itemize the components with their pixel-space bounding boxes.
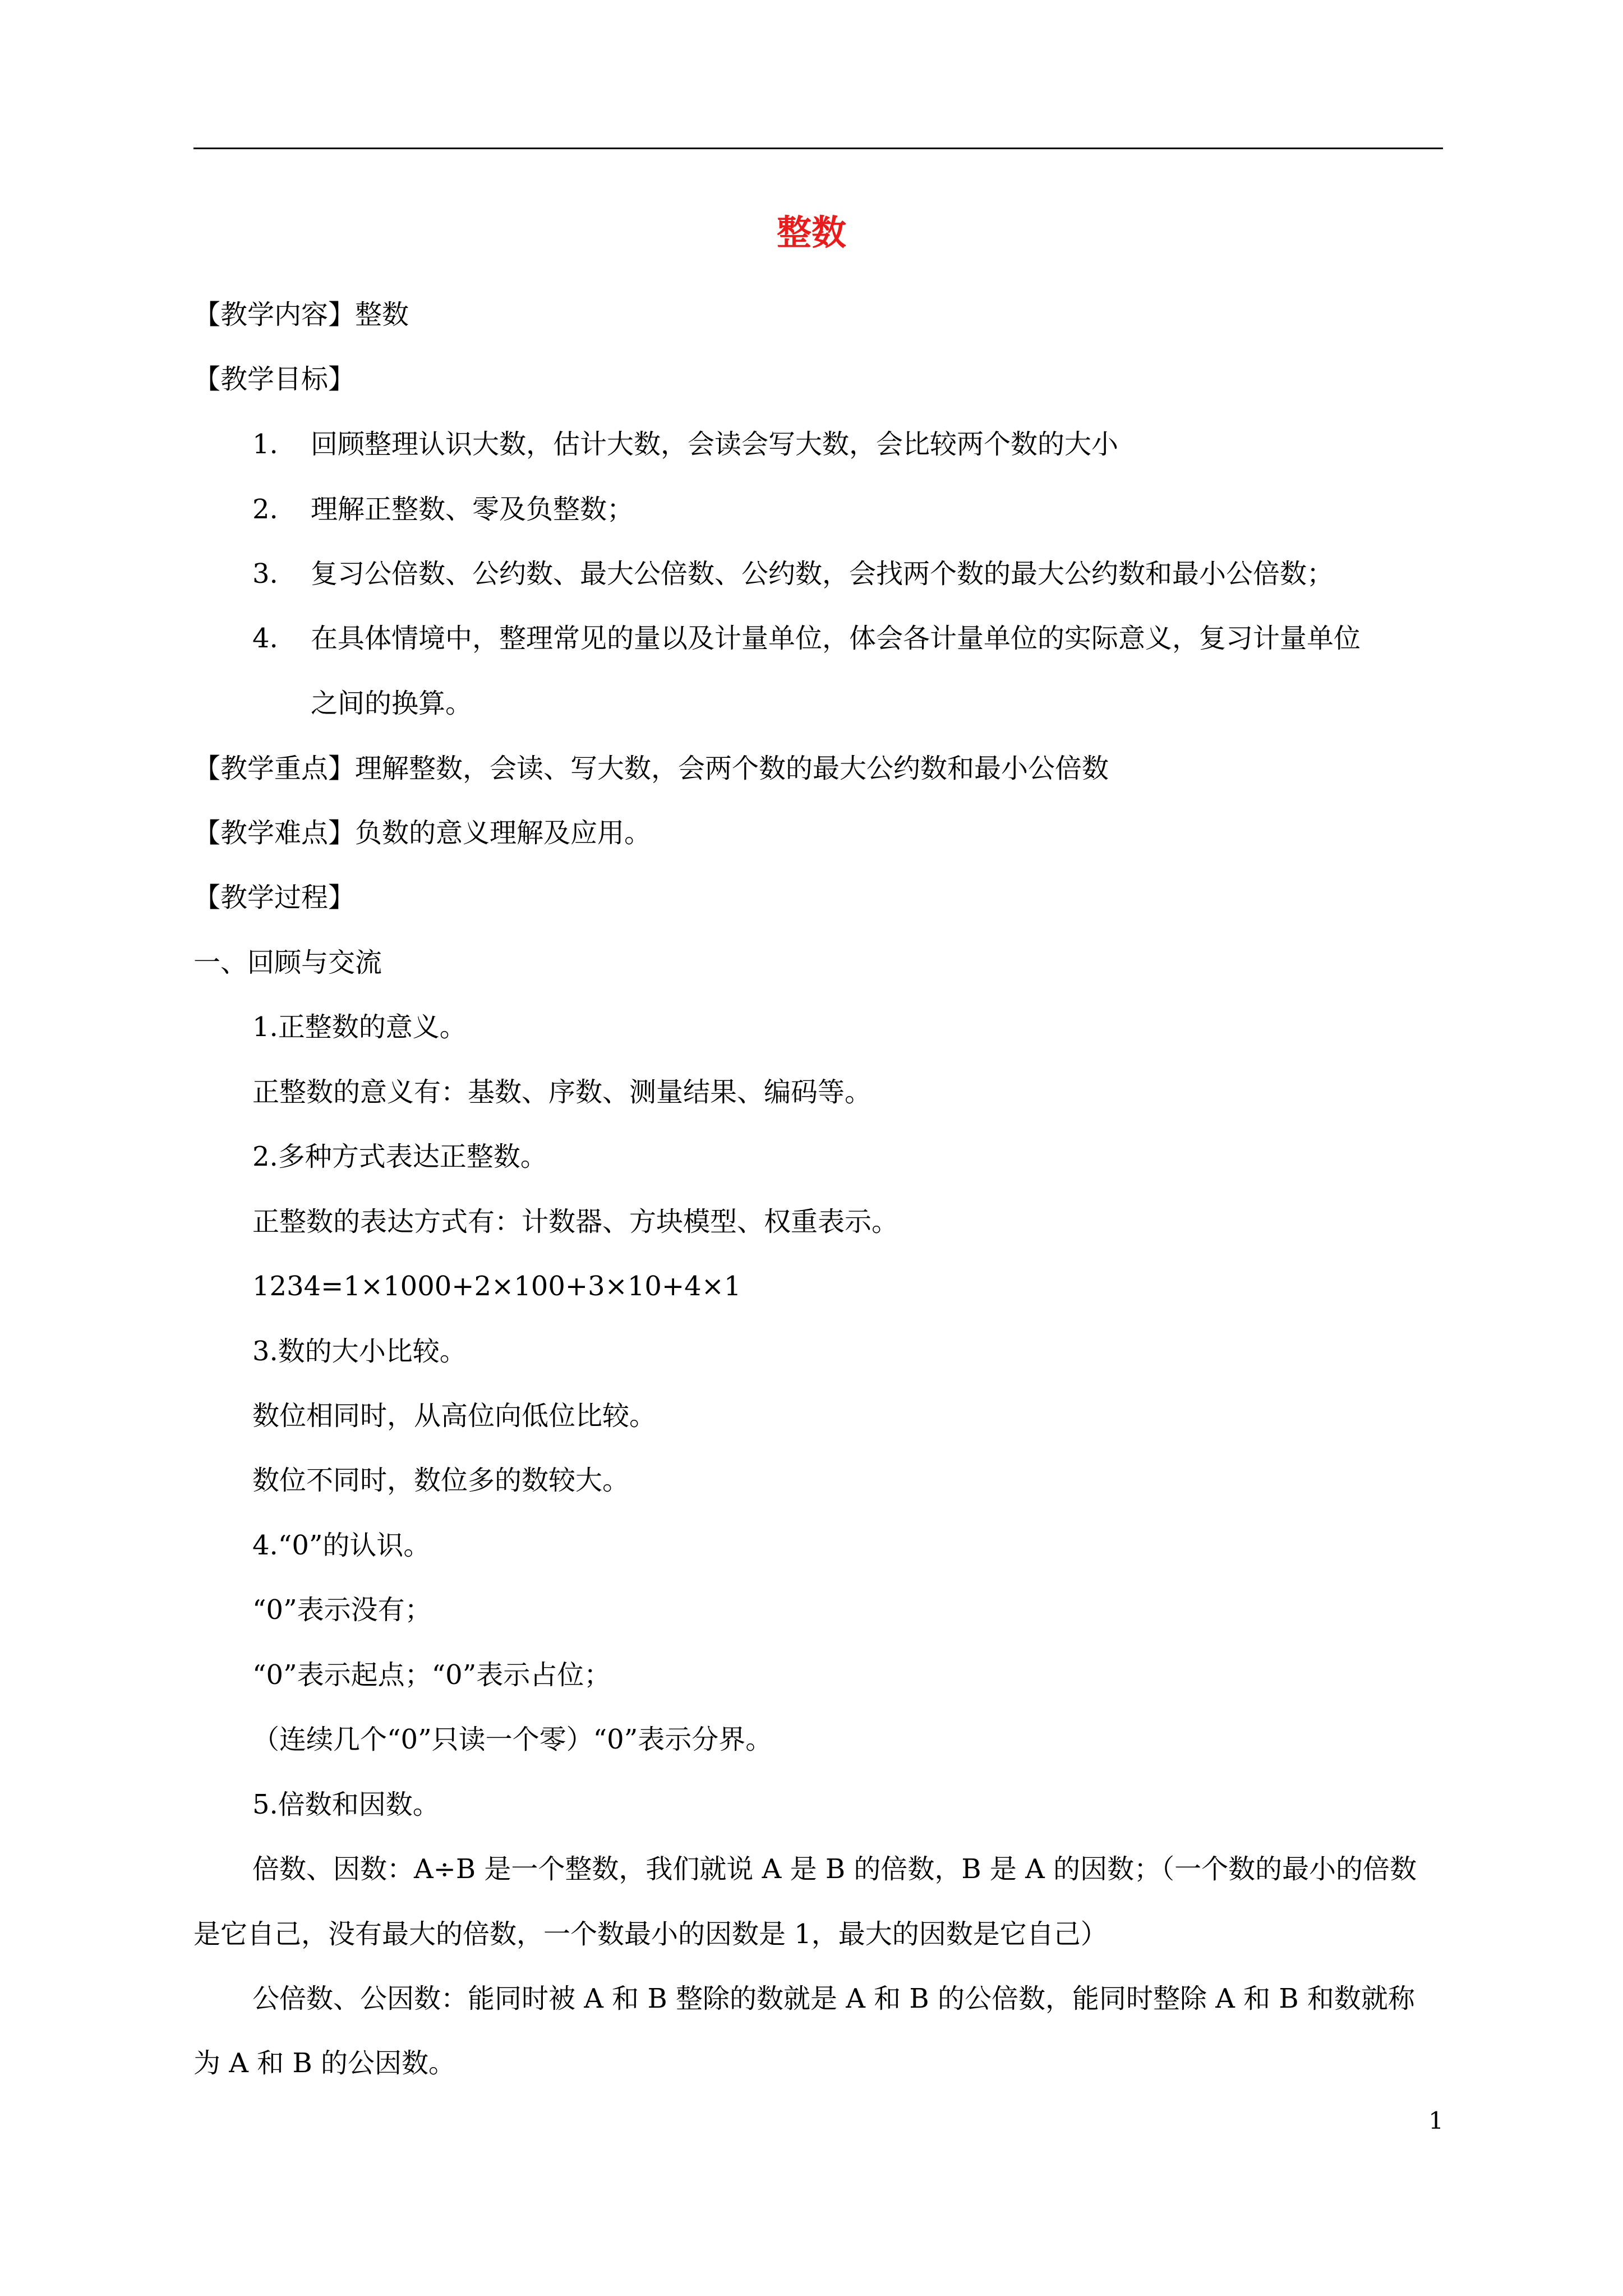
process-line: 数位不同时，数位多的数较大。 xyxy=(252,1465,630,1496)
key-points-text: 理解整数，会读、写大数，会两个数的最大公约数和最小公倍数 xyxy=(355,753,1109,784)
key-points-label: 【教学重点】 xyxy=(193,753,356,784)
goal-text-3: 复习公倍数、公约数、最大公倍数、公约数，会找两个数的最大公约数和最小公倍数； xyxy=(311,558,1334,590)
process-line: 1.正整数的意义。 xyxy=(252,1011,467,1043)
process-line: “0”表示没有； xyxy=(252,1594,432,1626)
process-line: 2.多种方式表达正整数。 xyxy=(252,1141,547,1172)
teaching-content-label: 【教学内容】 xyxy=(193,299,356,330)
process-line: 正整数的表达方式有：计数器、方块模型、权重表示。 xyxy=(252,1206,899,1237)
teaching-content-text: 整数 xyxy=(355,299,409,330)
process-line: “0”表示起点；“0”表示占位； xyxy=(252,1659,611,1691)
process-line: 5.倍数和因数。 xyxy=(252,1789,440,1820)
page-title: 整数 xyxy=(776,212,846,253)
difficulties-label: 【教学难点】 xyxy=(193,817,356,849)
header-rule xyxy=(193,148,1443,149)
goal-text-4-continued: 之间的换算。 xyxy=(311,688,473,719)
common-paragraph-line-2: 为 A 和 B 的公因数。 xyxy=(193,2047,455,2079)
process-line: 正整数的意义有：基数、序数、测量结果、编码等。 xyxy=(252,1076,872,1108)
process-line: 4.“0”的认识。 xyxy=(252,1530,431,1561)
goal-text-1: 回顾整理认识大数，估计大数，会读会写大数，会比较两个数的大小 xyxy=(311,429,1119,460)
process-line: 数位相同时，从高位向低位比较。 xyxy=(252,1400,657,1432)
difficulties-line xyxy=(193,817,652,849)
goal-number-4: 4. xyxy=(252,623,278,654)
process-line: （连续几个“0”只读一个零）“0”表示分界。 xyxy=(252,1724,773,1755)
teaching-content-line xyxy=(193,301,409,328)
process-label: 【教学过程】 xyxy=(193,882,356,913)
process-formula: 1234=1×1000+2×100+3×10+4×1 xyxy=(252,1271,741,1302)
difficulties-text: 负数的意义理解及应用。 xyxy=(355,817,652,849)
common-paragraph-line-1: 公倍数、公因数：能同时被 A 和 B 整除的数就是 A 和 B 的公倍数，能同时整除 A 和 B 和数就称 xyxy=(252,1983,1415,2014)
section-heading: 一、回顾与交流 xyxy=(193,947,382,978)
goal-text-2: 理解正整数、零及负整数； xyxy=(311,494,634,525)
multiple-paragraph-line-2: 是它自己，没有最大的倍数，一个数最小的因数是 1，最大的因数是它自己） xyxy=(193,1918,1108,1950)
teaching-goals-label: 【教学目标】 xyxy=(193,364,356,395)
multiple-paragraph-line-1: 倍数、因数：A÷B 是一个整数，我们就说 A 是 B 的倍数，B 是 A 的因数；（一个数的最小的倍数 xyxy=(252,1853,1417,1885)
process-line: 3.数的大小比较。 xyxy=(252,1336,467,1367)
goal-number-2: 2. xyxy=(252,494,278,525)
goal-number-3: 3. xyxy=(252,558,278,590)
key-points-line xyxy=(193,755,1109,782)
goal-text-4: 在具体情境中，整理常见的量以及计量单位，体会各计量单位的实际意义，复习计量单位 xyxy=(311,623,1361,654)
page-number: 1 xyxy=(1428,2107,1444,2134)
goal-number-1: 1. xyxy=(252,429,278,460)
